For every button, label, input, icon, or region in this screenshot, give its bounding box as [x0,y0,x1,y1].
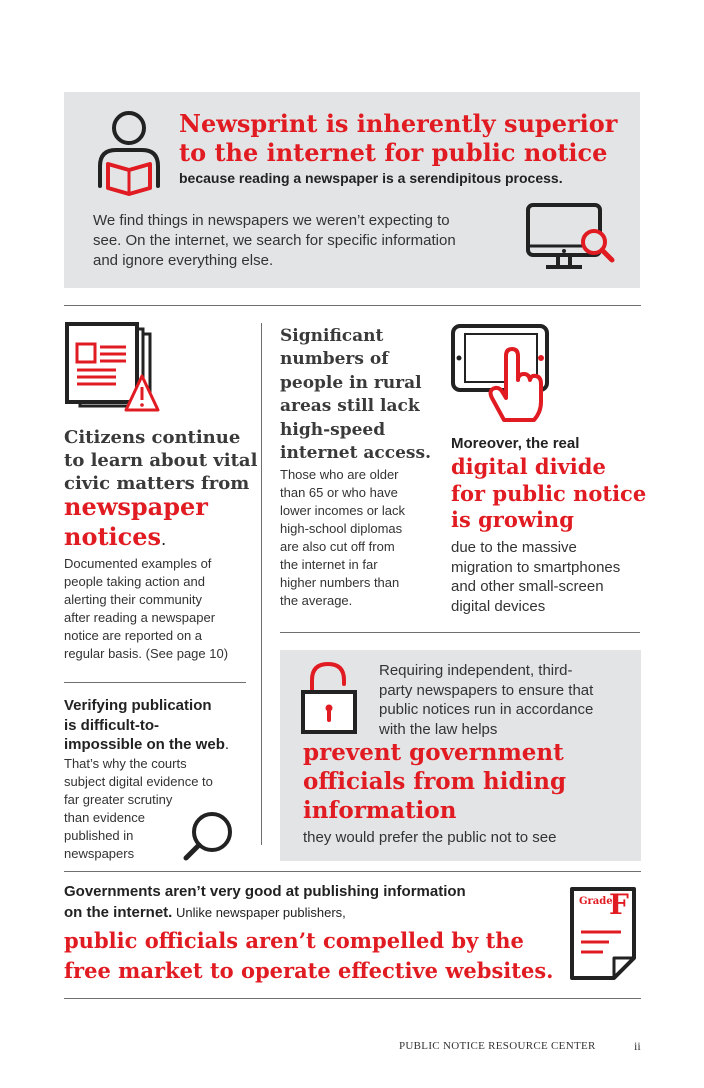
col1-period: . [161,529,167,549]
divider [280,632,640,633]
col1-body-line: regular basis. (See page 10) [64,646,229,661]
col1-body [64,555,228,663]
intro-body-line: and ignore everything else. [93,252,274,269]
col3-lead: Moreover, the real [451,435,580,452]
verify-heading [64,696,229,755]
col1-body-line: people taking action and [64,574,205,589]
intro-body-line: see. On the internet, we search for specific information [93,232,456,249]
bottom-tail: Unlike newspaper publishers, [172,905,346,920]
divider [64,998,641,999]
col1-red-1: newspaper [64,492,208,521]
bottom-bold-2: on the internet. [64,904,173,921]
lock-body [379,661,593,739]
bottom-red-2: free market to operate effective websites. [64,958,554,983]
page-number: ii [634,1039,641,1053]
col1-heading [64,426,257,495]
lock-tail: they would prefer the public not to see [303,829,557,846]
lock-red-line: prevent government [303,739,564,766]
verify-heading-line: is difficult-to- [64,716,159,734]
bottom-bold-1: Governments aren’t very good at publishing information [64,883,466,900]
bottom-red-1: public officials aren’t compelled by the [64,928,524,953]
col1-body-line: after reading a newspaper [64,610,216,625]
verify-body-line: than evidence [64,810,145,825]
lock-red [303,738,566,825]
col2-body-line: high-school diplomas [280,521,403,536]
col2-body-line: than 65 or who have [280,485,398,500]
intro-body [93,211,456,271]
col2-body-line: are also cut off from [280,539,395,554]
col2-heading-line: numbers of [280,349,389,370]
col1-body-line: Documented examples of [64,556,212,571]
divider [64,871,641,872]
verify-body-line: That’s why the courts [64,756,187,771]
newspaper-reader-icon [94,108,164,196]
col1-red-2: notices [64,522,162,551]
col2-heading-line: high-speed [280,419,386,440]
col1-body-line: alerting their community [64,592,202,607]
col2-body-line: the average. [280,593,353,608]
lock-body-line: Requiring independent, third- [379,662,573,679]
intro-subhead: because reading a newspaper is a serendipitous process. [179,170,563,186]
col2-body-line: higher numbers than [280,575,400,590]
monitor-search-icon [524,202,616,272]
lock-body-line: with the law helps [379,720,498,738]
lock-red-line: officials from hiding [303,768,567,795]
lock-body-line: public notices run in accordance [379,701,594,718]
col2-body-line: the internet in far [280,557,378,572]
intro-body-line: We find things in newspapers we weren’t expecting to [93,212,450,229]
newspaper-warning-icon [64,322,160,414]
grade-letter: F [609,888,629,921]
col2-body-line: Those who are older [280,467,399,482]
intro-headline-1: Newsprint is inherently superior [179,109,618,138]
col1-heading-line: civic matters from [64,473,250,494]
magnifier-icon [182,808,236,862]
column-divider [261,323,262,845]
footer-publisher: PUBLIC NOTICE RESOURCE CENTER [399,1040,596,1052]
unlocked-padlock-icon [300,660,360,736]
grade-label: Grade [579,896,613,907]
divider [64,305,641,306]
lock-red-line: information [303,797,457,824]
col1-heading-line: to learn about vital [64,450,258,471]
lock-body-line: party newspapers to ensure that [379,681,594,699]
verify-heading-line: Verifying publication [64,697,212,714]
col3-red-line: digital divide [451,454,606,479]
col2-heading-line: areas still lack [280,396,420,417]
intro-headline-2: to the internet for public notice [179,138,608,167]
col2-heading-line: Significant [280,326,384,346]
col2-body-line: lower incomes or lack [280,503,405,518]
col2-heading [280,325,431,465]
divider [64,682,246,683]
verify-body-line: published in [64,828,134,843]
col2-body [280,466,405,610]
verify-body-line: newspapers [64,846,135,861]
col3-body [451,538,620,616]
verify-body-line: far greater scrutiny [64,792,173,807]
col3-body-line: migration to smartphones [451,558,621,576]
bottom-line-2 [64,904,346,921]
col2-heading-line: people in rural [280,372,422,393]
col3-body-line: due to the massive [451,539,577,556]
col3-body-line: and other small-screen [451,578,604,595]
col3-red [451,454,646,534]
col3-body-line: digital devices [451,597,546,615]
col1-body-line: notice are reported on a [64,628,203,643]
col3-red-line: for public notice [451,480,647,506]
col1-red-2-wrap [64,523,166,553]
verify-body-line: subject digital evidence to [64,774,213,789]
verify-period: . [224,736,230,753]
verify-heading-line: impossible on the web [64,736,225,753]
col3-red-line: is growing [451,507,574,532]
grade-report-icon [569,886,637,982]
col1-heading-line: Citizens continue [64,427,241,448]
col2-heading-line: internet access. [280,443,431,464]
tablet-touch-icon [450,322,554,426]
